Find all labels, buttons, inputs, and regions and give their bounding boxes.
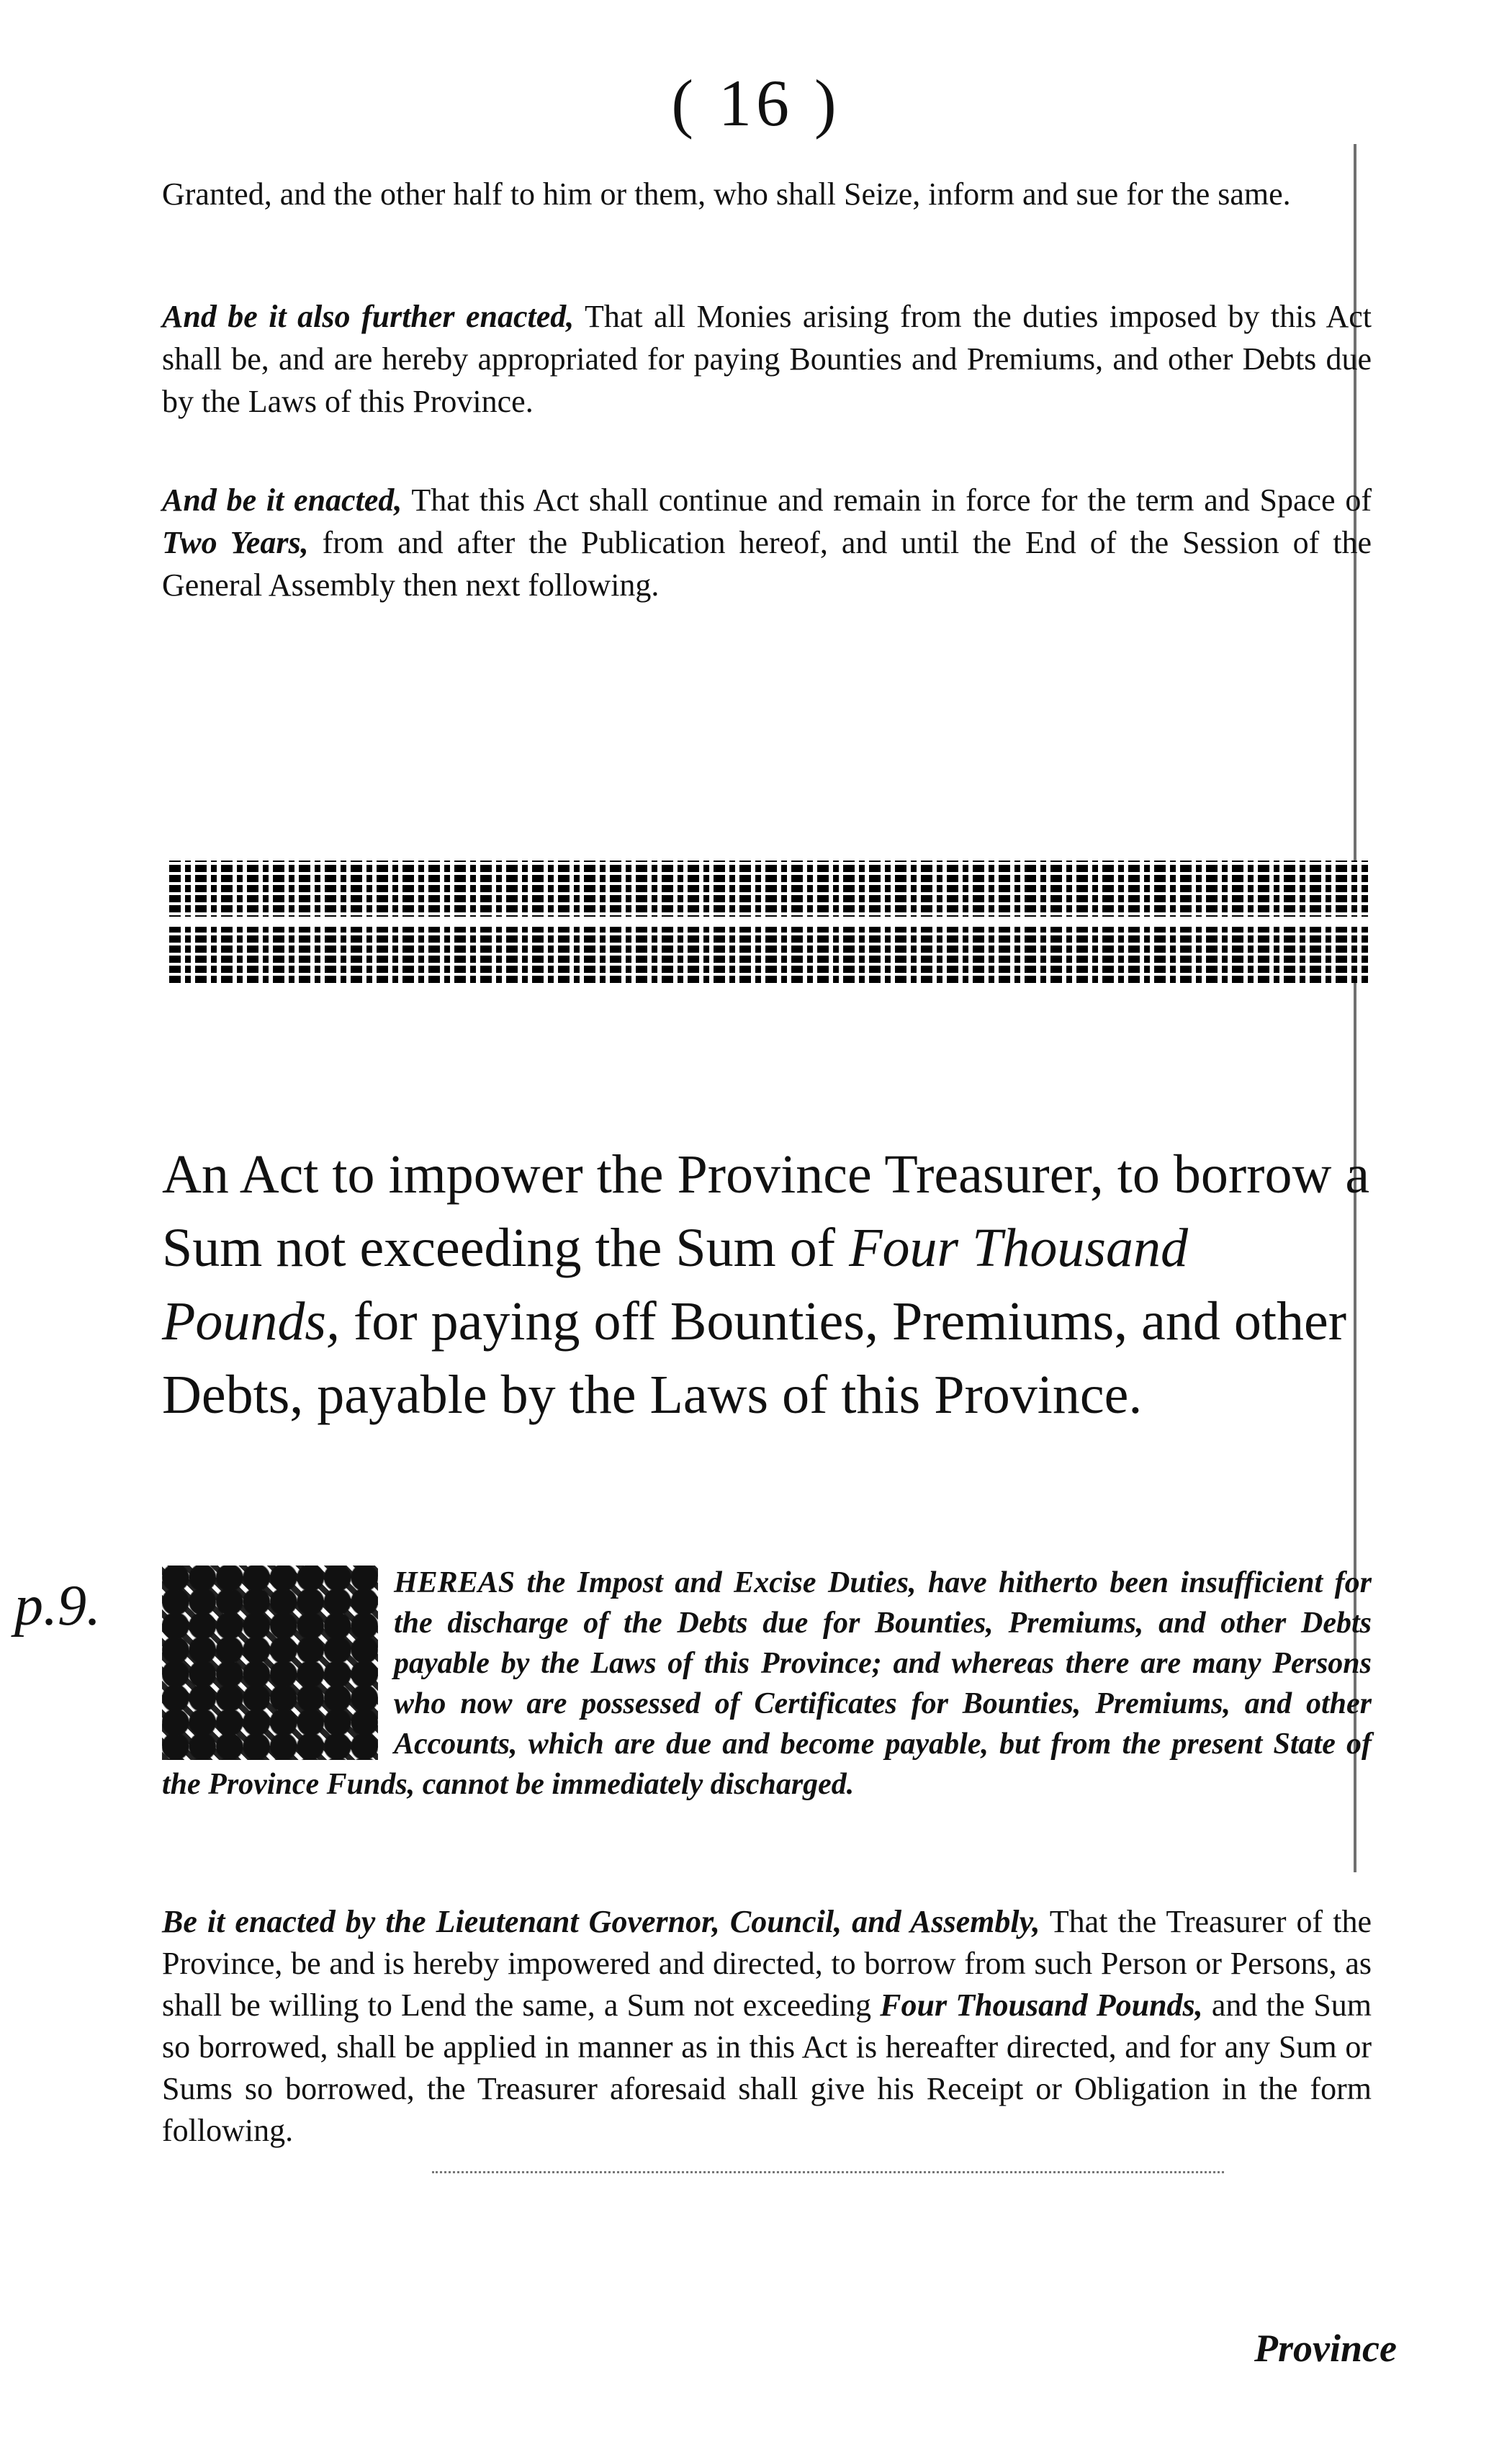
paragraph-text: from and after the Publication hereof, and until the End of the Session of the General Assembly then next following. — [162, 525, 1372, 603]
whereas-paragraph — [162, 1563, 1372, 1805]
paragraph-appropriation — [162, 295, 1372, 423]
paragraph-granted — [162, 173, 1372, 215]
paragraph-text: Granted, and the other half to him or them, who shall Seize, inform and sue for the same. — [162, 176, 1291, 212]
whereas-text: HEREAS the Impost and Excise Duties, have hitherto been insufficient for the discharge of the Debts due for Bounties, Premiums, and other Debts payable by the Laws of this Province; and whereas there are many Persons who now are possessed of Certificates for Bounties, Premiums, and other Accounts, which are due and become payable, but from the present State of the Province Funds, cannot be immediately discharged. — [162, 1566, 1372, 1801]
page-number: ( 16 ) — [671, 66, 841, 140]
paragraph-duration — [162, 479, 1372, 606]
act-title-part: for paying off Bounties, Premiums, and other Debts, payable by the Laws of this Province. — [162, 1291, 1347, 1425]
dotted-rule — [432, 2171, 1224, 2175]
paragraph-text: That this Act shall continue and remain in force for the term and Space of — [411, 482, 1372, 518]
amount-phrase: Four Thousand Pounds, — [880, 1987, 1203, 2023]
act-title-amount: Four Thousand Pounds, — [162, 1218, 1188, 1352]
paragraph-text: That the Treasurer of the Province, be and is hereby impowered and directed, to borrow from such Person or Persons, as shall be willing to Lend the same, a Sum not exceeding — [162, 1904, 1372, 2023]
enacting-paragraph — [162, 1901, 1372, 2152]
ornamental-initial-w — [162, 1566, 378, 1760]
term-phrase: Two Years, — [162, 525, 309, 560]
enacting-phrase: And be it enacted, — [162, 482, 402, 518]
paragraph-text: and the Sum so borrowed, shall be applied in manner as in this Act is hereafter directed, and for any Sum or Sums so borrowed, the Treasurer aforesaid shall give his Receipt or Obligation in the form following. — [162, 1987, 1372, 2148]
enacting-phrase: Be it enacted by the Lieutenant Governor, Council, and Assembly, — [162, 1904, 1040, 1939]
act-title-part: An Act to impower the Province Treasurer, to borrow a Sum not exceeding the Sum of — [162, 1144, 1370, 1278]
enacting-phrase: And be it also further enacted, — [162, 299, 575, 334]
paragraph-text: That all Monies arising from the duties imposed by this Act shall be, and are hereby appropriated for paying Bounties and Premiums, and other Debts due by the Laws of this Province. — [162, 299, 1372, 419]
decorative-ornament-band — [169, 861, 1368, 983]
act-title — [162, 1138, 1372, 1432]
margin-note: p.9. — [14, 1574, 101, 1638]
catchword: Province — [1254, 2327, 1397, 2370]
